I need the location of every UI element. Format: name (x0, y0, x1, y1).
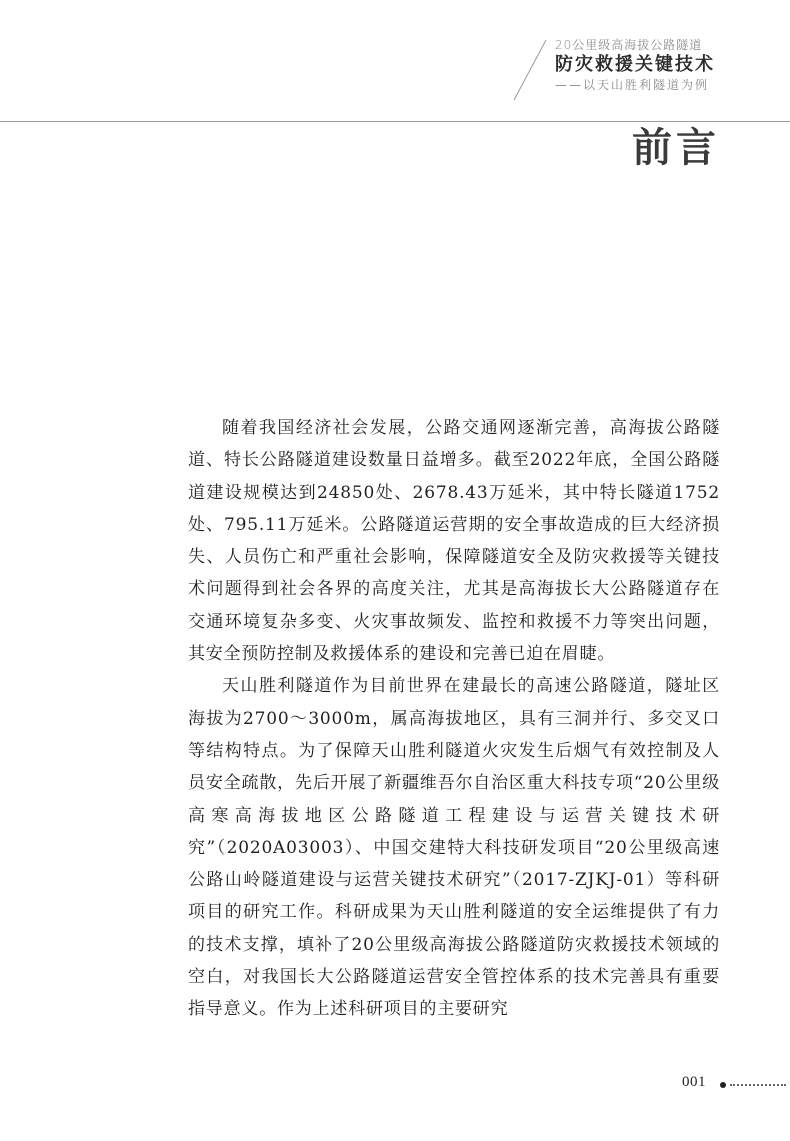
page-title: 前言 (632, 124, 720, 171)
footer-dotted-line (730, 1084, 786, 1088)
paragraph-2: 天山胜利隧道作为目前世界在建最长的高速公路隧道，隧址区海拔为2700～3000m，属高海拔地区，具有三洞并行、多交叉口等结构特点。为了保障天山胜利隧道火灾发生后烟气有效控制及人员安全疏散，先后开展了新疆维吾尔自治区重大科技专项“20公里级高寒高海拔地区公路隧道工程建设与运营关键技术研究”（2020A03003）、中国交建特大科技研发项目“20公里级高速公路山岭隧道建设与运营关键技术研究”（2017-ZJKJ-01）等科研项目的研究工作。科研成果为天山胜利隧道的安全运维提供了有力的技术支撑，填补了20公里级高海拔公路隧道防灾救援技术领域的空白，对我国长大公路隧道运营安全管控体系的技术完善具有重要指导意义。作为上述科研项目的主要研究 (188, 676, 720, 1020)
book-title-line-2: 防灾救援关键技术 (555, 54, 715, 75)
paragraph-1: 随着我国经济社会发展，公路交通网逐渐完善，高海拔公路隧道、特长公路隧道建设数量日益增多。截至2022年底，全国公路隧道建设规模达到24850处、2678.43万延米，其中特长隧道1752处、795.11万延米。公路隧道运营期的安全事故造成的巨大经济损失、人员伤亡和严重社会影响，保障隧道安全及防灾救援等关键技术问题得到社会各界的高度关注，尤其是高海拔长大公路隧道存在交通环境复杂多变、火灾事故频发、监控和救援不力等突出问题，其安全预防控制及救援体系的建设和完善已迫在眉睫。 (188, 418, 720, 665)
page-number: 001 (682, 1074, 706, 1090)
footer-bullet-icon (720, 1082, 726, 1088)
page-footer (682, 1072, 790, 1096)
header-rule (0, 121, 790, 122)
running-header (0, 0, 790, 124)
book-title-block (555, 36, 745, 94)
body-text (188, 412, 720, 1026)
book-title-line-1: 20公里级高海拔公路隧道 (555, 38, 703, 52)
book-subtitle: ——以天山胜利隧道为例 (555, 78, 710, 92)
